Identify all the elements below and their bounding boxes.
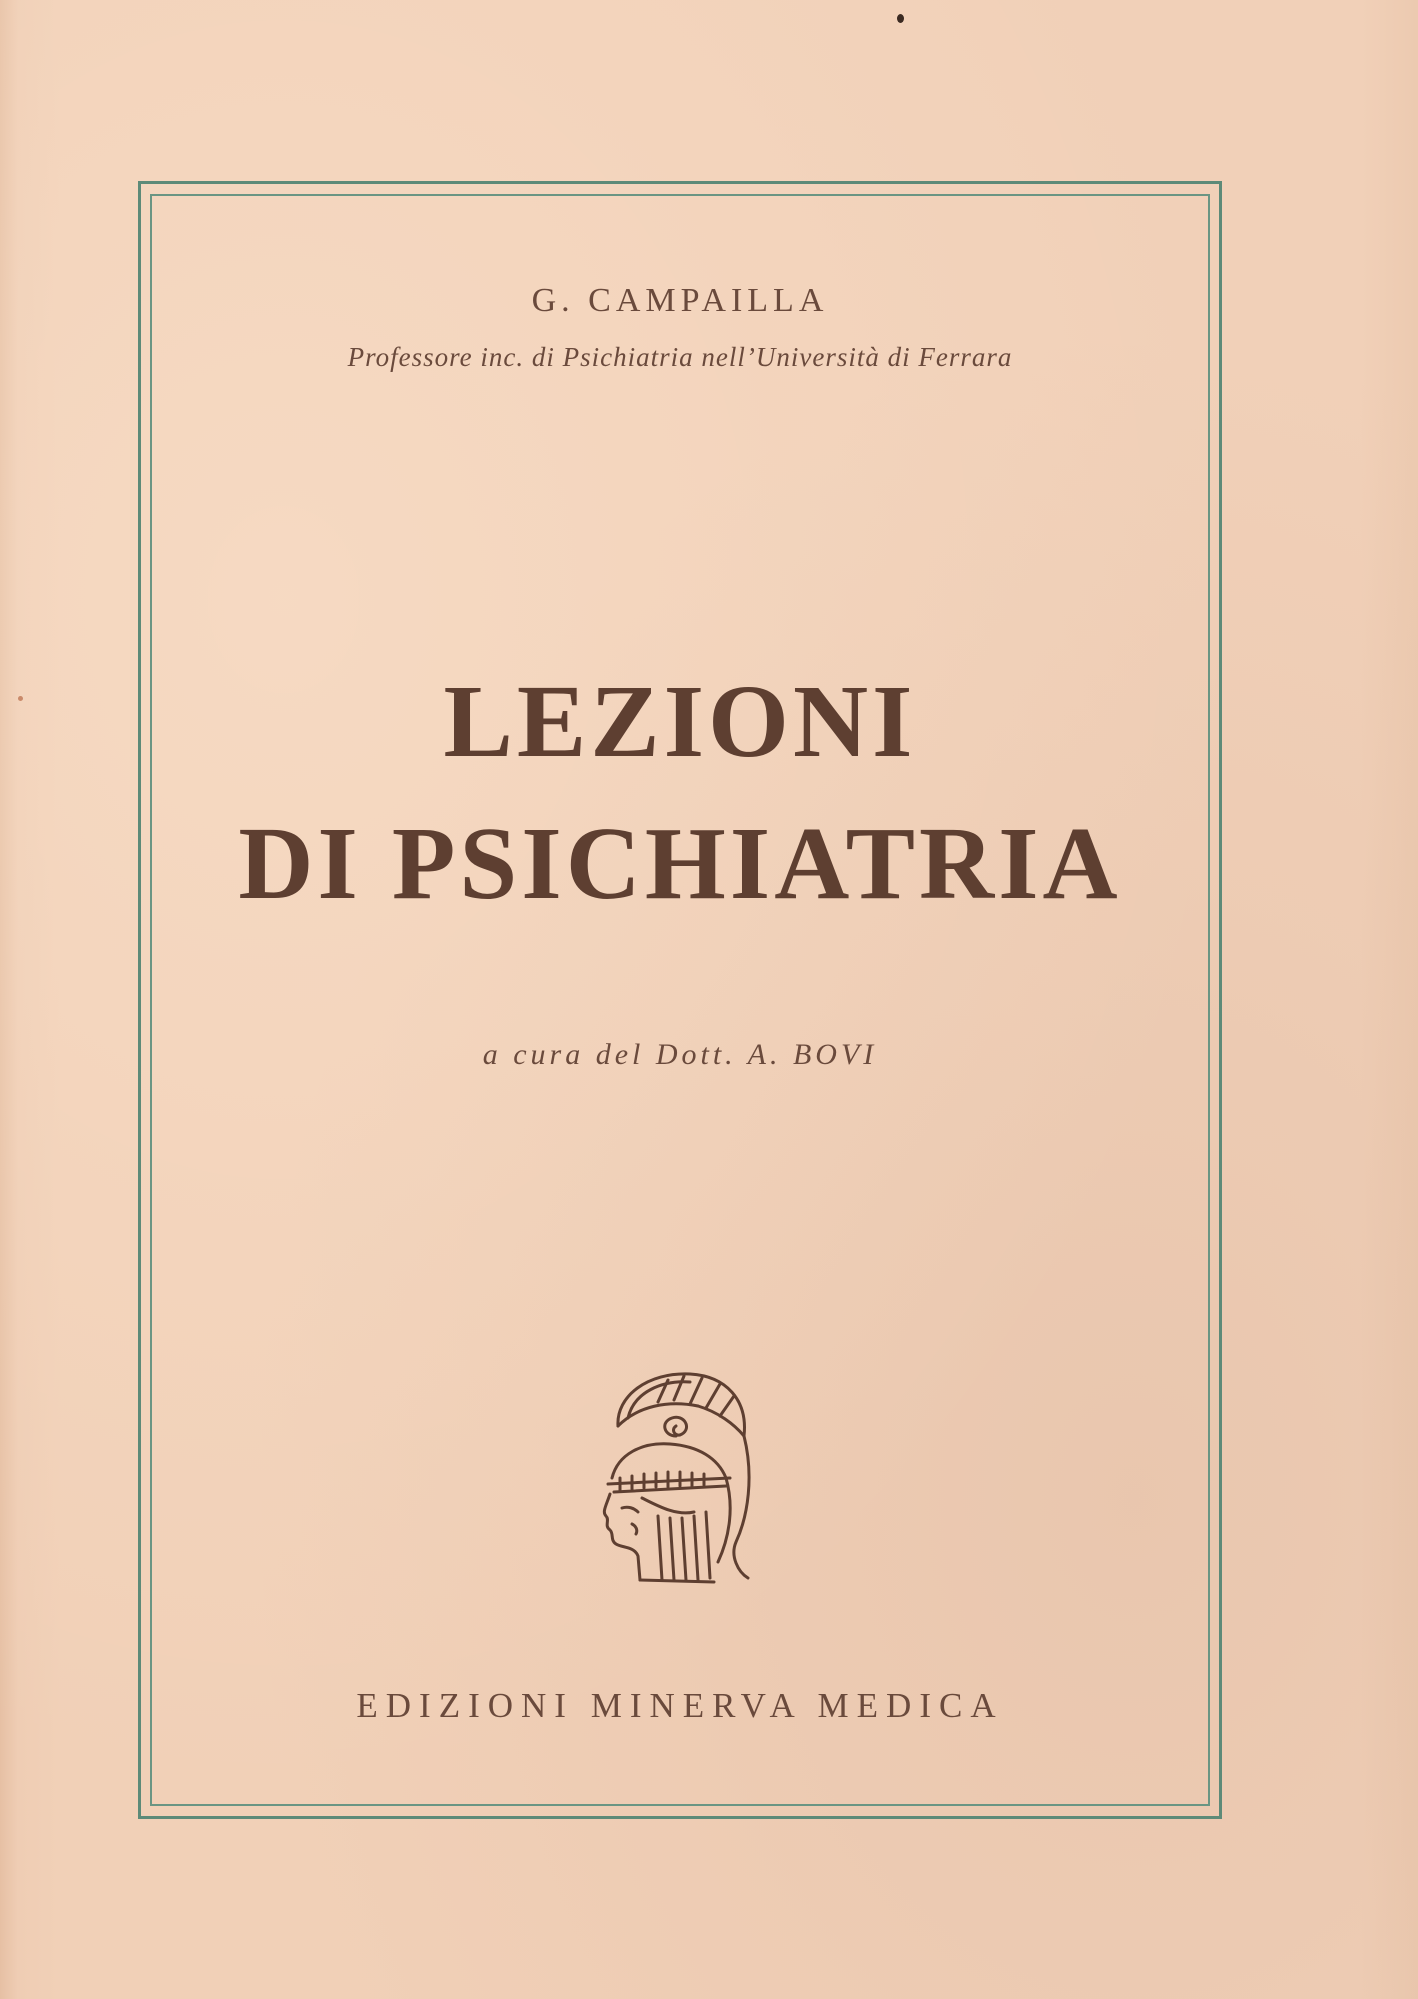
minerva-helmet-icon — [598, 1366, 768, 1590]
book-title-line-1: LEZIONI — [443, 664, 917, 779]
editor-credit: a cura del Dott. A. BOVI — [482, 1038, 878, 1071]
author-affiliation: Professore inc. di Psichiatria nell’Università di Ferrara — [347, 342, 1013, 372]
author-name: G. CAMPAILLA — [531, 282, 829, 319]
book-title-line-2: DI PSICHIATRIA — [238, 806, 1122, 921]
paper-speck — [897, 14, 904, 23]
paper-speck — [18, 696, 23, 701]
publisher-name: EDIZIONI MINERVA MEDICA — [356, 1686, 1004, 1725]
